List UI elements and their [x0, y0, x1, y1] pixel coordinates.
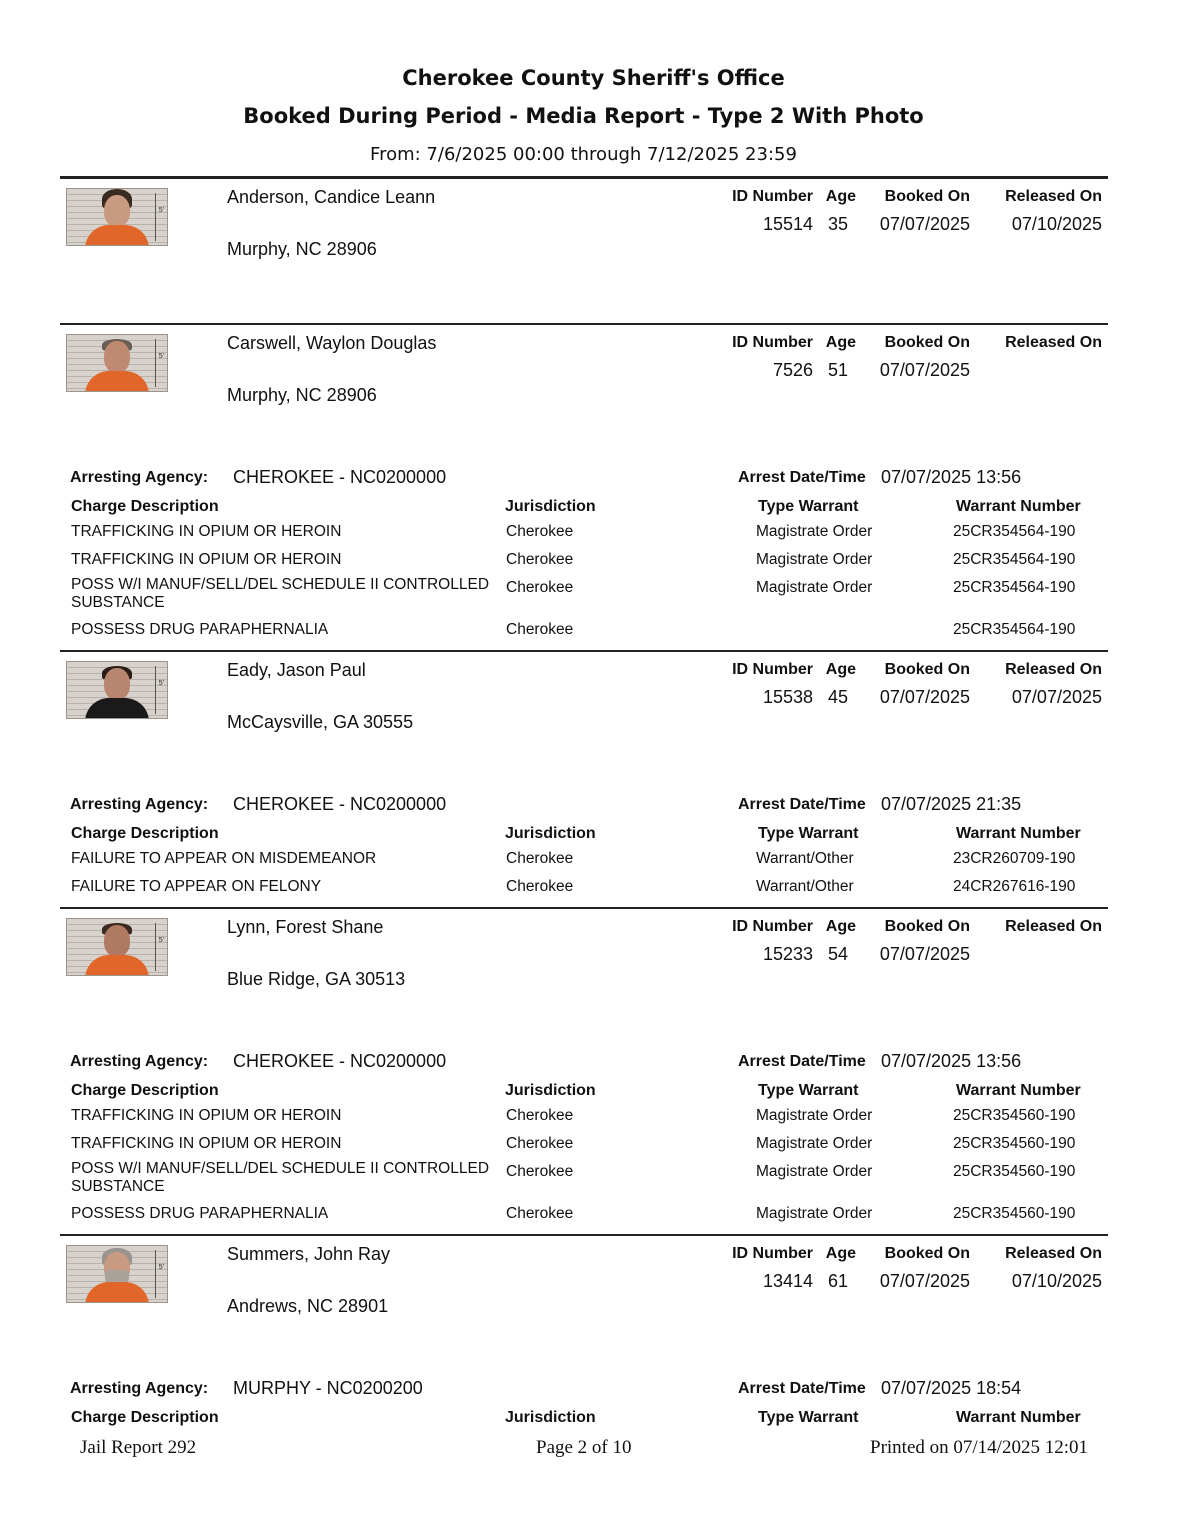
inmate-name: Carswell, Waylon Douglas [227, 333, 437, 353]
id-number-label: ID Number [732, 661, 813, 678]
id-number-label: ID Number [732, 1245, 813, 1262]
record-divider [60, 907, 1108, 909]
warrant-number-header: Warrant Number [956, 1409, 1081, 1426]
charge-warrant-number: 25CR354564-190 [953, 621, 1076, 638]
booked-on-label: Booked On [884, 188, 970, 205]
charge-jurisdiction: Cherokee [506, 523, 574, 540]
arresting-agency-label: Arresting Agency: [70, 1380, 209, 1397]
age-value: 54 [827, 944, 848, 964]
charge-jurisdiction: Cherokee [506, 1107, 574, 1124]
jurisdiction-header: Jurisdiction [505, 498, 596, 515]
booked-on-value: 07/07/2025 [879, 687, 970, 707]
inmate-name: Summers, John Ray [227, 1244, 391, 1264]
charge-jurisdiction: Cherokee [506, 621, 574, 638]
charge-type-warrant: Warrant/Other [756, 850, 854, 867]
charge-description: POSS W/I MANUF/SELL/DEL SCHEDULE II CONTROLLED SUBSTANCE [71, 1160, 490, 1195]
booked-on-label: Booked On [884, 1245, 970, 1262]
charge-warrant-number: 25CR354560-190 [953, 1135, 1076, 1152]
report-period: From: 7/6/2025 00:00 through 7/12/2025 23:59 [370, 144, 797, 165]
booked-on-label: Booked On [884, 918, 970, 935]
id-number-label: ID Number [732, 918, 813, 935]
charge-description: TRAFFICKING IN OPIUM OR HEROIN [71, 1107, 342, 1124]
arresting-agency-value: MURPHY - NC0200200 [233, 1378, 423, 1398]
charge-warrant-number: 25CR354564-190 [953, 523, 1076, 540]
arrest-datetime-value: 07/07/2025 13:56 [881, 1051, 1022, 1071]
arresting-agency-label: Arresting Agency: [70, 1053, 209, 1070]
arrest-datetime-label: Arrest Date/Time [738, 1053, 866, 1070]
jurisdiction-header: Jurisdiction [505, 1082, 596, 1099]
age-label: Age [825, 188, 856, 205]
charge-description-header: Charge Description [71, 1082, 219, 1099]
released-on-value: 07/07/2025 [1011, 687, 1102, 707]
charge-description: POSSESS DRUG PARAPHERNALIA [71, 1205, 329, 1222]
id-number-label: ID Number [732, 334, 813, 351]
booked-on-value: 07/07/2025 [879, 944, 970, 964]
charge-type-warrant: Magistrate Order [756, 523, 873, 540]
age-label: Age [825, 918, 856, 935]
type-warrant-header: Type Warrant [758, 825, 859, 842]
arresting-agency-label: Arresting Agency: [70, 469, 209, 486]
released-on-label: Released On [1005, 1245, 1102, 1262]
charge-jurisdiction: Cherokee [506, 1163, 574, 1180]
charge-description: FAILURE TO APPEAR ON MISDEMEANOR [71, 850, 377, 867]
charge-type-warrant: Magistrate Order [756, 1135, 873, 1152]
charge-warrant-number: 25CR354564-190 [953, 579, 1076, 596]
charge-description-header: Charge Description [71, 498, 219, 515]
arrest-datetime-value: 07/07/2025 21:35 [881, 794, 1022, 814]
charge-warrant-number: 25CR354560-190 [953, 1163, 1076, 1180]
charge-type-warrant: Magistrate Order [756, 579, 873, 596]
warrant-number-header: Warrant Number [956, 1082, 1081, 1099]
age-label: Age [825, 334, 856, 351]
mugshot-photo: 5' [66, 334, 168, 392]
arrest-datetime-value: 07/07/2025 18:54 [881, 1378, 1022, 1398]
type-warrant-header: Type Warrant [758, 1082, 859, 1099]
warrant-number-header: Warrant Number [956, 825, 1081, 842]
arresting-agency-value: CHEROKEE - NC0200000 [233, 1051, 447, 1071]
mugshot-photo: 5' [66, 1245, 168, 1303]
record-divider [60, 323, 1108, 325]
booked-on-value: 07/07/2025 [879, 1271, 970, 1291]
printed-timestamp: Printed on 07/14/2025 12:01 [870, 1437, 1088, 1458]
charge-jurisdiction: Cherokee [506, 551, 574, 568]
charge-description-header: Charge Description [71, 1409, 219, 1426]
id-number-value: 15514 [762, 214, 813, 234]
inmate-address: Andrews, NC 28901 [227, 1296, 389, 1316]
id-number-value: 13414 [762, 1271, 813, 1291]
charge-description: TRAFFICKING IN OPIUM OR HEROIN [71, 551, 342, 568]
charge-jurisdiction: Cherokee [506, 878, 574, 895]
record-divider [60, 650, 1108, 652]
type-warrant-header: Type Warrant [758, 498, 859, 515]
inmate-address: Blue Ridge, GA 30513 [227, 969, 406, 989]
report-id: Jail Report 292 [80, 1437, 197, 1458]
charge-warrant-number: 25CR354564-190 [953, 551, 1076, 568]
header-divider [60, 176, 1108, 179]
arresting-agency-value: CHEROKEE - NC0200000 [233, 467, 447, 487]
booked-on-value: 07/07/2025 [879, 360, 970, 380]
charge-jurisdiction: Cherokee [506, 850, 574, 867]
type-warrant-header: Type Warrant [758, 1409, 859, 1426]
id-number-label: ID Number [732, 188, 813, 205]
charge-type-warrant: Magistrate Order [756, 1107, 873, 1124]
released-on-label: Released On [1005, 334, 1102, 351]
arresting-agency-value: CHEROKEE - NC0200000 [233, 794, 447, 814]
released-on-value: 07/10/2025 [1011, 214, 1102, 234]
arrest-datetime-label: Arrest Date/Time [738, 1380, 866, 1397]
charge-type-warrant: Warrant/Other [756, 878, 854, 895]
charge-type-warrant: Magistrate Order [756, 1163, 873, 1180]
jurisdiction-header: Jurisdiction [505, 1409, 596, 1426]
record-divider [60, 1234, 1108, 1236]
jurisdiction-header: Jurisdiction [505, 825, 596, 842]
released-on-label: Released On [1005, 918, 1102, 935]
mugshot-photo: 5' [66, 661, 168, 719]
arrest-datetime-label: Arrest Date/Time [738, 796, 866, 813]
inmate-name: Anderson, Candice Leann [227, 187, 436, 207]
age-label: Age [825, 661, 856, 678]
charge-description: FAILURE TO APPEAR ON FELONY [71, 878, 322, 895]
mugshot-photo: 5' [66, 188, 168, 246]
report-agency-title: Cherokee County Sheriff's Office [402, 66, 785, 90]
charge-description: POSS W/I MANUF/SELL/DEL SCHEDULE II CONTROLLED SUBSTANCE [71, 576, 490, 611]
charge-warrant-number: 25CR354560-190 [953, 1205, 1076, 1222]
charge-jurisdiction: Cherokee [506, 1135, 574, 1152]
charge-description: TRAFFICKING IN OPIUM OR HEROIN [71, 523, 342, 540]
charge-type-warrant: Magistrate Order [756, 1205, 873, 1222]
age-value: 51 [827, 360, 848, 380]
id-number-value: 15233 [762, 944, 813, 964]
age-label: Age [825, 1245, 856, 1262]
inmate-address: McCaysville, GA 30555 [227, 712, 414, 732]
charge-warrant-number: 23CR260709-190 [953, 850, 1076, 867]
charge-description-header: Charge Description [71, 825, 219, 842]
mugshot-photo: 5' [66, 918, 168, 976]
inmate-address: Murphy, NC 28906 [227, 239, 377, 259]
booked-on-label: Booked On [884, 334, 970, 351]
arrest-datetime-label: Arrest Date/Time [738, 469, 866, 486]
inmate-address: Murphy, NC 28906 [227, 385, 377, 405]
age-value: 61 [827, 1271, 848, 1291]
booked-on-label: Booked On [884, 661, 970, 678]
charge-warrant-number: 25CR354560-190 [953, 1107, 1076, 1124]
released-on-label: Released On [1005, 188, 1102, 205]
report-subtitle: Booked During Period - Media Report - Type 2 With Photo [243, 104, 924, 128]
inmate-name: Lynn, Forest Shane [227, 917, 384, 937]
charge-jurisdiction: Cherokee [506, 579, 574, 596]
inmate-name: Eady, Jason Paul [227, 660, 366, 680]
arrest-datetime-value: 07/07/2025 13:56 [881, 467, 1022, 487]
id-number-value: 7526 [772, 360, 813, 380]
arresting-agency-label: Arresting Agency: [70, 796, 209, 813]
released-on-label: Released On [1005, 661, 1102, 678]
charge-warrant-number: 24CR267616-190 [953, 878, 1076, 895]
released-on-value: 07/10/2025 [1011, 1271, 1102, 1291]
age-value: 35 [827, 214, 848, 234]
age-value: 45 [827, 687, 848, 707]
charge-jurisdiction: Cherokee [506, 1205, 574, 1222]
charge-description: TRAFFICKING IN OPIUM OR HEROIN [71, 1135, 342, 1152]
page-number: Page 2 of 10 [536, 1437, 632, 1458]
charge-description: POSSESS DRUG PARAPHERNALIA [71, 621, 329, 638]
warrant-number-header: Warrant Number [956, 498, 1081, 515]
id-number-value: 15538 [762, 687, 813, 707]
booked-on-value: 07/07/2025 [879, 214, 970, 234]
charge-type-warrant: Magistrate Order [756, 551, 873, 568]
